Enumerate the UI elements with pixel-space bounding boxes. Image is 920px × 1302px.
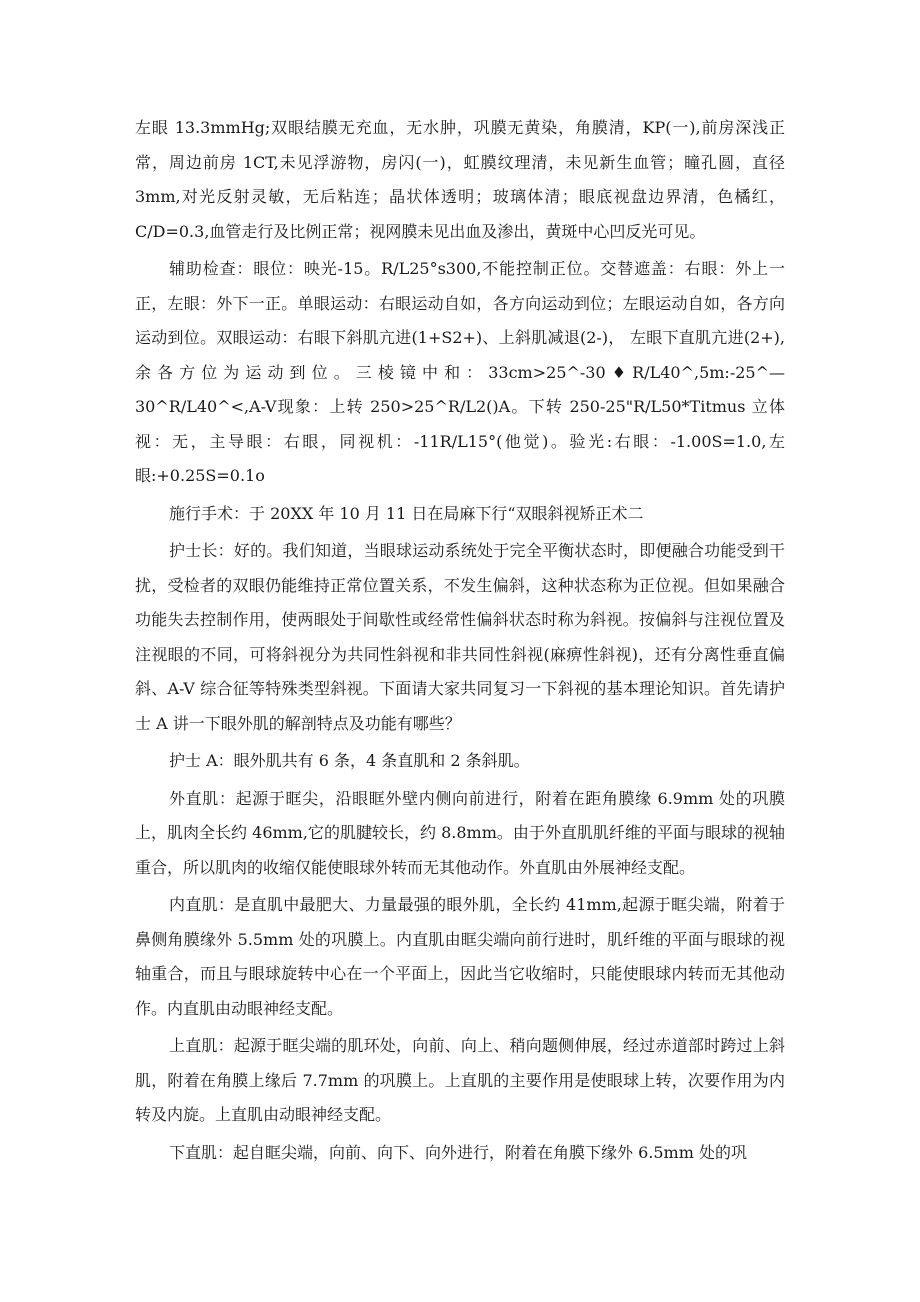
paragraph-exam-findings: 左眼 13.3mmHg;双眼结膜无充血，无水肿，巩膜无黄染，角膜清，KP(一),前房深浅正常，周边前房 1CT,未见浮游物，房闪(一)，虹膜纹理清，未见新生血管；瞳孔圆，直径 3mm,对光反射灵敏，无后粘连；晶状体透明；玻璃体清；眼底视盘边界清，色橘红，C/D=0.3,血管走行及比例正常；视网膜未见出血及渗出，黄斑中心凹反光可见。 bbox=[135, 118, 785, 241]
paragraph-superior-rectus: 上直肌：起源于眶尖端的肌环处，向前、向上、稍向题侧伸展，经过赤道部时跨过上斜肌，附着在角膜上缘后 7.7mm 的巩膜上。上直肌的主要作用是使眼球上转，次要作用为内转及内旋。上直肌由动眼神经支配。 bbox=[135, 1036, 785, 1124]
paragraph-surgery: 施行手术：于 20XX 年 10 月 11 日在局麻下行“双眼斜视矫正术二 bbox=[169, 503, 644, 523]
paragraph-lateral-rectus: 外直肌：起源于眶尖，沿眼眶外壁内侧向前进行，附着在距角膜缘 6.9mm 处的巩膜上，肌肉全长约 46mm,它的肌腱较长，约 8.8mm。由于外直肌肌纤维的平面与眼球的视轴重合，所以肌肉的收缩仅能使眼球外转而无其他动作。外直肌由外展神经支配。 bbox=[135, 788, 785, 877]
paragraph-auxiliary-exam: 辅助检查：眼位：映光-15。R/L25°s300,不能控制正位。交替遮盖：右眼：外上一正，左眼：外下一正。单眼运动：右眼运动自如，各方向运动到位；左眼运动自如，各方向运动到位。双眼运动：右眼下斜肌亢进(1+S2+)、上斜肌减退(2-)， 左眼下直肌亢进(2+),余各方位为运动到位。三棱镜中和：33cm>25^-30♦R/L40^,5m:-25^—30^R/L40^<,A-V现象：上转 250>25^R/L2()A。下转 250-25"R/L50*Titmus 立体视：无，主导眼：右眼，同视机：-11R/L15°(他觉)。验光:右眼：-1.00S=1.0,左眼:+0.25S=0.1o bbox=[135, 259, 785, 485]
paragraph-nurse-a-answer: 护士 A：眼外肌共有 6 条，4 条直肌和 2 条斜肌。 bbox=[169, 751, 530, 770]
paragraph-inferior-rectus: 下直肌：起自眶尖端，向前、向下、向外进行，附着在角膜下缘外 6.5mm 处的巩 bbox=[169, 1142, 747, 1162]
paragraph-medial-rectus: 内直肌：是直肌中最肥大、力量最强的眼外肌，全长约 41mm,起源于眶尖端，附着于鼻侧角膜缘外 5.5mm 处的巩膜上。内直肌由眶尖端向前行进时，肌纤维的平面与眼球的视轴重合，而且与眼球旋转中心在一个平面上，因此当它收缩时，只能使眼球内转而无其他动作。内直肌由动眼神经支配。 bbox=[135, 895, 785, 1018]
paragraph-head-nurse-intro: 护士长：好的。我们知道，当眼球运动系统处于完全平衡状态时，即便融合功能受到干扰，受检者的双眼仍能维持正常位置关系，不发生偏斜，这种状态称为正位视。但如果融合功能失去控制作用，使两眼处于间歇性或经常性偏斜状态时称为斜视。按偏斜与注视位置及注视眼的不同，可将斜视分为共同性斜视和非共同性斜视(麻痹性斜视)，还有分离性垂直偏斜、A-V 综合征等特殊类型斜视。下面请大家共同复习一下斜视的基本理论知识。首先请护士 A 讲一下眼外肌的解剖特点及功能有哪些？ bbox=[135, 541, 785, 733]
